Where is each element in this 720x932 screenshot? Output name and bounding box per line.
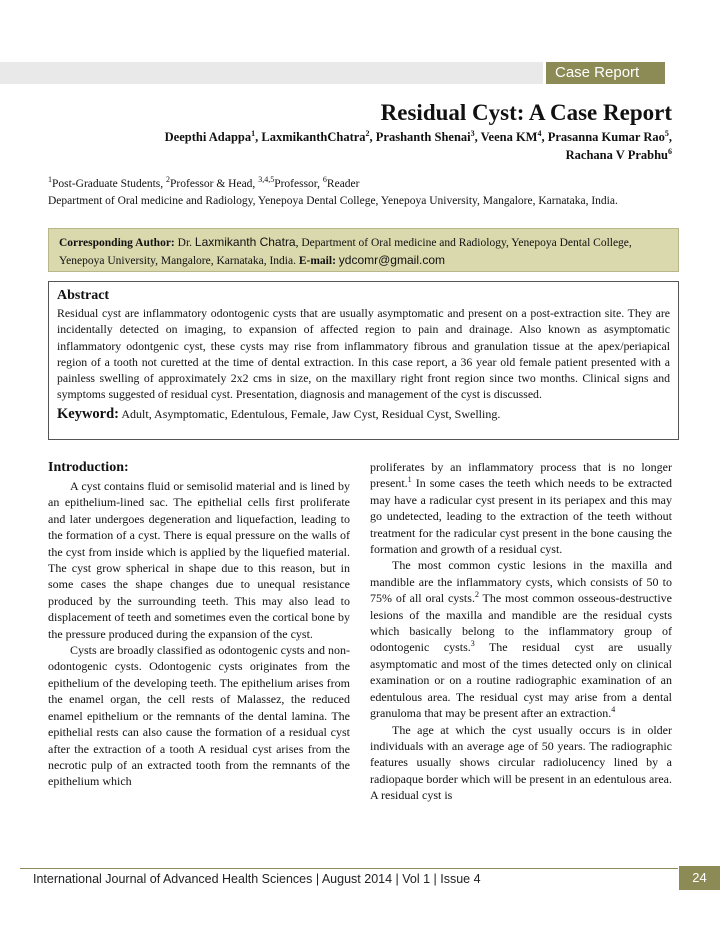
paragraph: The age at which the cyst usually occurs is in older individuals with an average age of 50 years. The radiographic features usually shows circular radiolucency lined by a radiopaque border which will be present in an edentulous area. A residual cyst is	[370, 722, 672, 803]
paragraph: The most common cystic lesions in the maxilla and mandible are the inflammatory cysts, which consists of 50 to 75% of all oral cysts.$^2$ The most common osseous-destructive lesions of the maxilla and mandible are the residual cysts which basically belong to the inflammatory group of odontogenic cysts.$^3$ The residual cyst are usually asymptomatic and most of the times detected only on clinical examination or on a routine radiographic examination of an edentulous area. The residual cyst may arise from a dental granuloma that may be present after an extraction.$^4$	[370, 558, 672, 721]
abstract-text: Residual cyst are inflammatory odontogenic cysts that are usually asymptomatic and present on a post-extraction site. They are incidentally detected on imaging, to expansion of affected region to pain and drainage. Also known as asymptomatic inflammatory odontgenic cyst, these cysts may rise from inflammatory fibrous and granulation tissue at the apex/periapical region of a tooth not curetted at the time of dental extraction. In this case report, a 36 year old female patient presented with a painless swelling of approximately 2x2 cms in size, on the maxillary right front region since two months. Clinical signs and symptoms suggested of residual cyst. Presentation, diagnosis and management of the cyst is discussed.	[57, 306, 670, 402]
page-number: 24	[679, 866, 720, 890]
author: Prasanna Kumar Rao	[547, 130, 665, 144]
journal-footer: International Journal of Advanced Health Sciences | August 2014 | Vol 1 | Issue 4	[33, 872, 481, 886]
paragraph: proliferates by an inflammatory process that is no longer present.$^1$ In some cases the teeth which needs to be extracted may have a radicular cyst present in its periapex and this may go undetected, leading to the extraction of the teeth without treatment for the radicular cyst present in the bone causing the formation and growth of a residual cyst.	[370, 460, 672, 557]
author: Rachana V Prabhu	[565, 148, 668, 162]
paragraph: A cyst contains fluid or semisolid material and is lined by an epithelium-lined sac. The epithelial cells first proliferate and later undergoes degeneration and liquefaction, leading to the formation of a cyst. There is equal pressure on the walls of the cyst from inside which is applied by the liquefied material. The cyst grow spherical in shape due to this reason, but in some cases the shape changes due to unequal resistance produced by the surrounding teeth. This may also lead to displacement of teeth and sometimes even the cortical bone by the pressure produced during the expansion of the cyst.	[48, 479, 350, 641]
author-list: Deepthi Adappa$^1$, LaxmikanthChatra$^2$, Prashanth Shenai$^3$, Veena $KM^4$, Prasanna Kumar Rao$^5$, Rachana V Prabhu$^6$	[164, 128, 672, 162]
abstract-box	[48, 281, 679, 440]
paper-title: Residual Cyst: A Case Report	[380, 100, 672, 125]
corresponding-author-box: Corresponding Author: Dr. Laxmikanth Chatra, Department of Oral medicine and Radiology, Yenepoya Dental College, Yenepoya University, Mangalore, Karnataka, India. E-mail: ydcomr@gmail.com	[48, 228, 679, 272]
author: LaxmikanthChatra	[261, 130, 366, 144]
abstract-heading: Abstract	[57, 288, 110, 303]
keywords: Keyword: Adult, Asymptomatic, Edentulous, Female, Jaw Cyst, Residual Cyst, Swelling.	[57, 405, 501, 422]
header-gray-band	[0, 62, 543, 84]
paragraph: Cysts are broadly classified as odontogenic cysts and non-odontogenic cysts. Odontogenic cysts originates from the epithelium of the developing teeth. The epithelium arises from the enamel organ, the cell rests of Malassez, the reduced enamel epithelium or the remnants of the dental lamina. The epithelial rests can also cause the formation of a residual cyst after the extraction of a tooth A residual cyst arises from the necrotic pulp of an extracted tooth from the remnants of the epithelium which	[48, 643, 350, 789]
left-column	[48, 459, 350, 790]
corresponding-name: Laxmikanth Chatra	[194, 235, 296, 249]
affiliations: $^1$Post-Graduate Students, $^2$Professor & Head, $^{3,4,5}$Professor, $^6$Reader Department of Oral medicine and Radiology, Yenepoya Dental College, Yenepoya University, Mangalore, Karnataka, India.	[48, 175, 618, 207]
section-heading: Introduction:	[48, 460, 129, 475]
author: Prashanth Shenai	[375, 130, 471, 144]
article-type-tag: Case Report	[546, 62, 665, 84]
author: Veena KM	[480, 130, 538, 144]
email-link[interactable]: ydcomr@gmail.com	[338, 253, 445, 267]
right-column	[370, 459, 672, 804]
footer-rule	[20, 868, 678, 869]
author: Deepthi Adappa	[164, 130, 252, 144]
department: Department of Oral medicine and Radiology, Yenepoya Dental College, Yenepoya University, Mangalore, Karnataka, India.	[48, 195, 618, 207]
